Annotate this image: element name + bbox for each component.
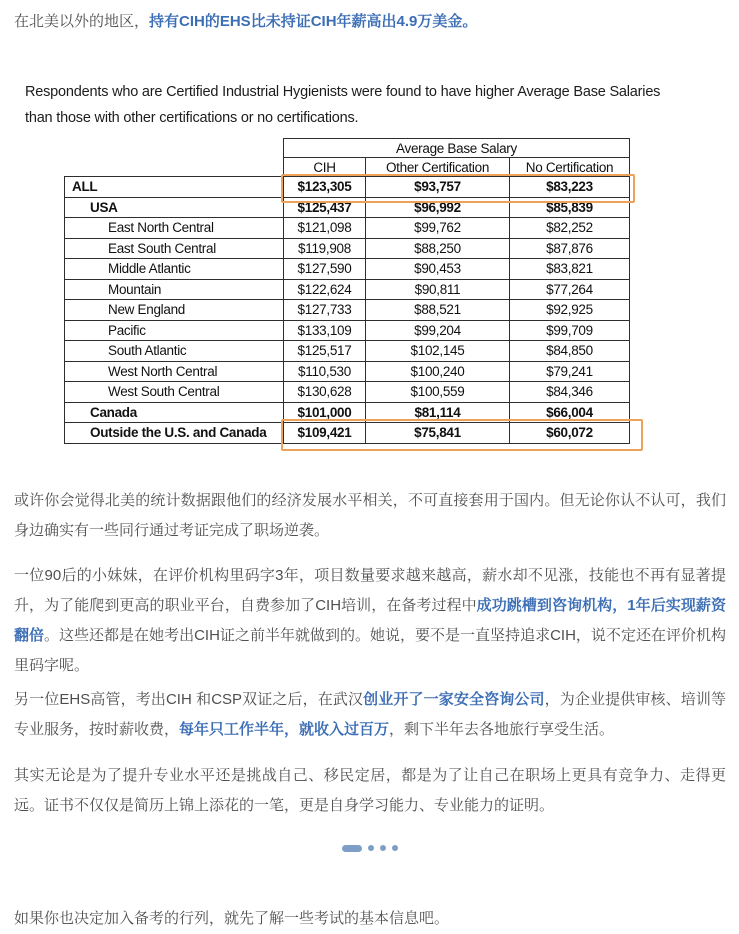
salary-value: $81,114	[366, 402, 510, 423]
salary-value: $127,733	[284, 300, 366, 321]
table-row	[65, 402, 630, 423]
salary-value: $125,437	[284, 197, 366, 218]
salary-table-body	[65, 177, 630, 444]
emphasis-text: 每年只工作半年，就收入过百万	[179, 721, 390, 738]
salary-value: $85,839	[510, 197, 630, 218]
salary-value: $93,757	[366, 177, 510, 198]
row-label: Middle Atlantic	[65, 259, 284, 280]
emphasis-text: 创业开了一家安全咨询公司	[363, 691, 545, 708]
salary-value: $60,072	[510, 423, 630, 444]
body-paragraph	[14, 904, 726, 934]
salary-value: $122,624	[284, 279, 366, 300]
table-row	[65, 361, 630, 382]
row-label: West North Central	[65, 361, 284, 382]
salary-table	[64, 138, 664, 444]
table-row	[65, 218, 630, 239]
body-text: 在北美以外的地区，	[14, 13, 150, 30]
table-row	[65, 300, 630, 321]
salary-value: $123,305	[284, 177, 366, 198]
salary-table-grid	[64, 138, 630, 444]
salary-value: $133,109	[284, 320, 366, 341]
salary-value: $109,421	[284, 423, 366, 444]
salary-value: $90,811	[366, 279, 510, 300]
table-row	[65, 423, 630, 444]
divider-dash-icon	[342, 845, 362, 852]
divider-dot-icon	[380, 845, 386, 851]
salary-value: $83,821	[510, 259, 630, 280]
salary-value: $125,517	[284, 341, 366, 362]
row-label: USA	[65, 197, 284, 218]
row-label: West South Central	[65, 382, 284, 403]
group-header-cell: Average Base Salary	[284, 139, 630, 158]
salary-value: $90,453	[366, 259, 510, 280]
row-label: New England	[65, 300, 284, 321]
salary-value: $96,992	[366, 197, 510, 218]
row-label: East North Central	[65, 218, 284, 239]
table-row	[65, 341, 630, 362]
body-text: 其实无论是为了提升专业水平还是挑战自己、移民定居，都是为了让自己在职场上更具有竞争力、走得更远。证书不仅仅是简历上锦上添花的一笔，更是自身学习能力、专业能力的证明。	[14, 767, 726, 814]
header-spacer-cell	[65, 158, 284, 177]
divider-dot-icon	[368, 845, 374, 851]
salary-value: $127,590	[284, 259, 366, 280]
salary-value: $77,264	[510, 279, 630, 300]
divider-dot-icon	[392, 845, 398, 851]
salary-value: $119,908	[284, 238, 366, 259]
table-row	[65, 177, 630, 198]
column-header-no-certification: No Certification	[510, 158, 630, 177]
row-label: Pacific	[65, 320, 284, 341]
salary-value: $88,521	[366, 300, 510, 321]
column-header-cih: CIH	[284, 158, 366, 177]
row-label: South Atlantic	[65, 341, 284, 362]
intro-paragraph	[14, 7, 726, 36]
salary-value: $130,628	[284, 382, 366, 403]
salary-value: $110,530	[284, 361, 366, 382]
salary-value: $75,841	[366, 423, 510, 444]
table-column-header-row	[65, 158, 630, 177]
body-text: ，剩下半年去各地旅行享受生活。	[389, 721, 615, 738]
salary-value: $101,000	[284, 402, 366, 423]
column-header-other-certification: Other Certification	[366, 158, 510, 177]
body-paragraph	[14, 561, 726, 681]
figure-caption: Respondents who are Certified Industrial Hygienists were found to have higher Average Base Salaries than those with other certifications or no certifications.	[25, 84, 661, 126]
table-row	[65, 279, 630, 300]
body-text: 另一位EHS高管，考出CIH 和CSP双证之后，在武汉	[14, 691, 364, 708]
salary-value: $99,709	[510, 320, 630, 341]
table-row	[65, 382, 630, 403]
salary-value: $102,145	[366, 341, 510, 362]
table-row	[65, 197, 630, 218]
body-paragraph	[14, 685, 726, 745]
table-row	[65, 320, 630, 341]
salary-value: $82,252	[510, 218, 630, 239]
salary-value: $83,223	[510, 177, 630, 198]
salary-value: $88,250	[366, 238, 510, 259]
emphasis-text: 成功跳槽到咨询机构，1年后实现薪资翻倍	[14, 597, 726, 644]
row-label: Mountain	[65, 279, 284, 300]
header-spacer-cell	[65, 139, 284, 158]
body-text: 如果你也决定加入备考的行列，就先了解一些考试的基本信息吧。	[14, 910, 450, 927]
salary-value: $79,241	[510, 361, 630, 382]
salary-value: $87,876	[510, 238, 630, 259]
body-text: 一位90后的小妹妹，在评价机构里码字3年，项目数量要求越来越高，薪水却不见涨，技能也不再有显著提升，为了能爬到更高的职业平台，自费参加了CIH培训，在备考过程中	[14, 567, 726, 614]
row-label: Outside the U.S. and Canada	[65, 423, 284, 444]
salary-value: $99,204	[366, 320, 510, 341]
body-text: ，为企业提供审核、培训等专业服务，按时薪收费，	[14, 691, 726, 738]
table-row	[65, 238, 630, 259]
row-label: Canada	[65, 402, 284, 423]
salary-value: $100,240	[366, 361, 510, 382]
salary-value: $84,850	[510, 341, 630, 362]
table-row	[65, 259, 630, 280]
body-text: 或许你会觉得北美的统计数据跟他们的经济发展水平相关，不可直接套用于国内。但无论你认不认可，我们身边确实有一些同行通过考证完成了职场逆袭。	[14, 492, 726, 539]
body-paragraph	[14, 486, 726, 546]
salary-value: $92,925	[510, 300, 630, 321]
salary-value: $99,762	[366, 218, 510, 239]
body-text: 。这些还都是在她考出CIH证之前半年就做到的。她说，要不是一直坚持追求CIH，说不定还在评价机构里码字呢。	[14, 627, 726, 674]
section-divider	[0, 843, 739, 853]
emphasis-text: 持有CIH的EHS比未持证CIH年薪高出4.9万美金。	[149, 13, 478, 30]
table-group-header-row	[65, 139, 630, 158]
salary-value: $121,098	[284, 218, 366, 239]
row-label: East South Central	[65, 238, 284, 259]
salary-value: $84,346	[510, 382, 630, 403]
body-paragraph	[14, 761, 726, 821]
salary-value: $100,559	[366, 382, 510, 403]
salary-value: $66,004	[510, 402, 630, 423]
row-label: ALL	[65, 177, 284, 198]
